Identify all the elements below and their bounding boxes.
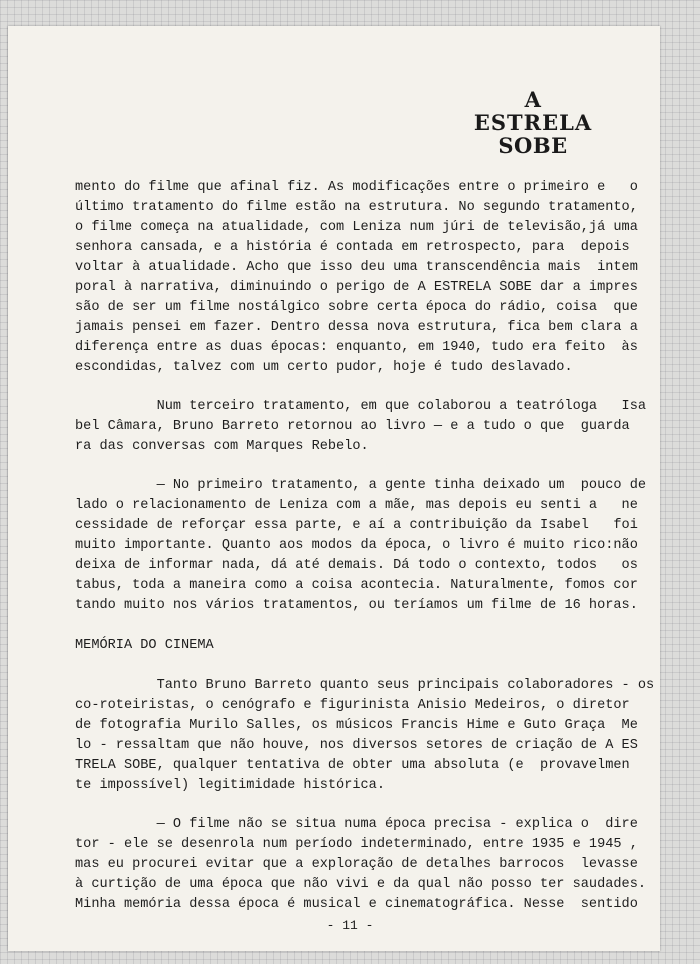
text-line: escondidas, talvez com um certo pudor, hoje é tudo deslavado.: [75, 360, 573, 375]
body-text: [75, 178, 655, 915]
text-line: último tratamento do filme estão na estrutura. No segundo tratamento,: [75, 200, 638, 215]
text-line: de fotografia Murilo Salles, os músicos Francis Hime e Guto Graça Me: [75, 718, 638, 733]
logo-line-3: SOBE: [498, 133, 568, 158]
text-line: bel Câmara, Bruno Barreto retornou ao livro — e a tudo o que guarda: [75, 419, 630, 434]
film-title-logo: [468, 88, 598, 157]
text-line: — O filme não se situa numa época precisa - explica o dire: [75, 817, 638, 832]
text-line: mento do filme que afinal fiz. As modificações entre o primeiro e o: [75, 180, 638, 195]
text-line: lo - ressaltam que não houve, nos diversos setores de criação de A ES: [75, 738, 638, 753]
section-heading: MEMÓRIA DO CINEMA: [75, 638, 214, 653]
text-line: tor - ele se desenrola num período indeterminado, entre 1935 e 1945 ,: [75, 837, 638, 852]
paragraph-4: [75, 676, 655, 796]
paragraph-1: [75, 178, 638, 378]
paragraph-3: [75, 476, 647, 616]
text-line: à curtição de uma época que não vivi e da qual não posso ter saudades.: [75, 877, 647, 892]
logo-line-1: A: [524, 87, 542, 112]
text-line: Minha memória dessa época é musical e cinematográfica. Nesse sentido: [75, 897, 638, 912]
text-line: tando muito nos vários tratamentos, ou teríamos um filme de 16 horas.: [75, 598, 638, 613]
text-line: o filme começa na atualidade, com Leniza num júri de televisão,já uma: [75, 220, 638, 235]
text-line: poral à narrativa, diminuindo o perigo de A ESTRELA SOBE dar a impres: [75, 280, 638, 295]
text-line: são de ser um filme nostálgico sobre certa época do rádio, coisa que: [75, 300, 638, 315]
text-line: Num terceiro tratamento, em que colaborou a teatróloga Isa: [75, 399, 647, 414]
paragraph-5: [75, 815, 647, 915]
text-line: voltar à atualidade. Acho que isso deu uma transcendência mais intem: [75, 260, 638, 275]
text-line: tabus, toda a maneira como a coisa acontecia. Naturalmente, fomos cor: [75, 578, 638, 593]
text-line: Tanto Bruno Barreto quanto seus principais colaboradores - os: [75, 678, 655, 693]
text-line: — No primeiro tratamento, a gente tinha deixado um pouco de: [75, 478, 647, 493]
text-line: deixa de informar nada, dá até demais. Dá todo o contexto, todos os: [75, 558, 638, 573]
text-line: ra das conversas com Marques Rebelo.: [75, 439, 369, 454]
text-line: te impossível) legitimidade histórica.: [75, 778, 385, 793]
text-line: mas eu procurei evitar que a exploração de detalhes barrocos levasse: [75, 857, 638, 872]
paragraph-2: [75, 397, 647, 457]
text-line: TRELA SOBE, qualquer tentativa de obter uma absoluta (e provavelmen: [75, 758, 630, 773]
text-line: cessidade de reforçar essa parte, e aí a contribuição da Isabel foi: [75, 518, 638, 533]
text-line: jamais pensei em fazer. Dentro dessa nova estrutura, fica bem clara a: [75, 320, 638, 335]
page-number: - 11 -: [326, 918, 374, 933]
logo-line-2: ESTRELA: [473, 110, 593, 135]
text-line: diferença entre as duas épocas: enquanto, em 1940, tudo era feito às: [75, 340, 638, 355]
text-line: senhora cansada, e a história é contada em retrospecto, para depois: [75, 240, 630, 255]
text-line: muito importante. Quanto aos modos da época, o livro é muito rico:não: [75, 538, 638, 553]
text-line: co-roteiristas, o cenógrafo e figurinista Anisio Medeiros, o diretor: [75, 698, 630, 713]
text-line: lado o relacionamento de Leniza com a mãe, mas depois eu senti a ne: [75, 498, 638, 513]
